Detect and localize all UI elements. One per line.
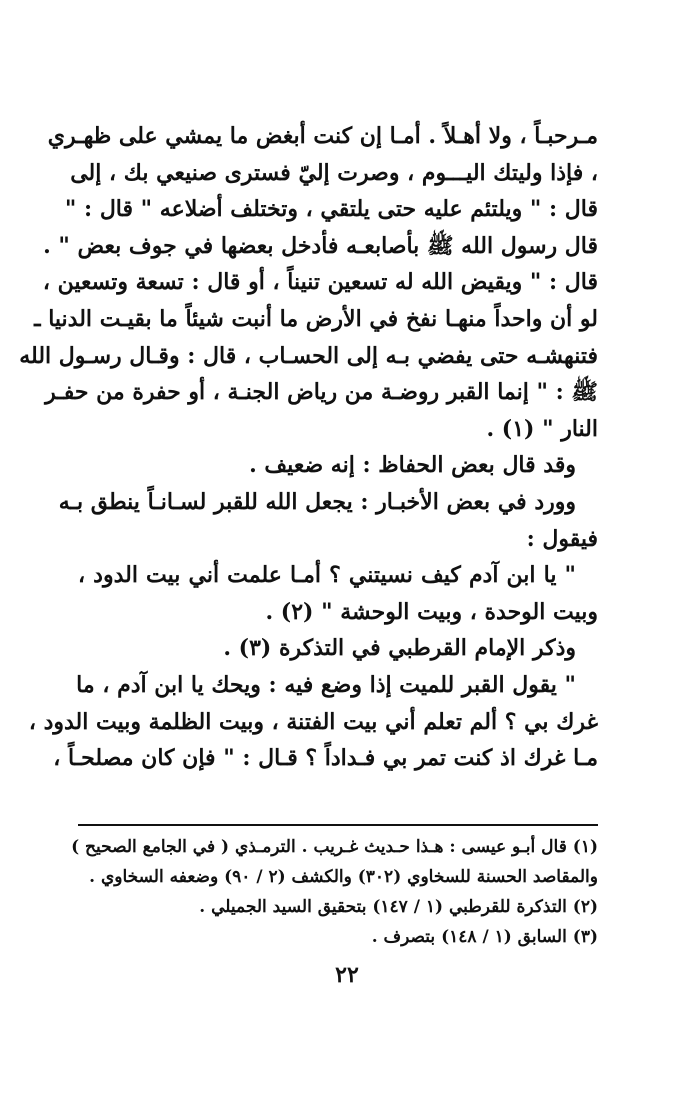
- footnote-line: (٣) السابق (١ / ١٤٨) بتصرف .: [371, 927, 598, 947]
- text-line: مـا غرك اذ كنت تمر بي فـداداً ؟ قـال : " فإن كان مصلحـاً ،: [53, 745, 598, 772]
- text-line: " يقول القبر للميت إذا وضع فيه : ويحك يا ابن آدم ، ما: [76, 671, 576, 698]
- text-line: وذكر الإمام القرطبي في التذكرة (٣) .: [223, 635, 576, 662]
- text-line: لو أن واحداً منهـا نفخ في الأرض ما أنبت شيئاً ما بقيـت الدنيا ـ: [34, 305, 598, 332]
- text-line: وورد في بعض الأخبـار : يجعل الله للقبر لسـانـاً ينطق بـه: [58, 488, 576, 515]
- main-text: [19, 118, 598, 777]
- text-line: وبيت الوحدة ، وبيت الوحشة " (٢) .: [265, 598, 598, 625]
- footnote-divider: [78, 824, 598, 826]
- text-line: ﷺ : " إنما القبر روضـة من رياض الجنـة ، أو حفرة من حفـر: [45, 379, 598, 406]
- text-line: النار " (١) .: [486, 415, 598, 442]
- footnotes: [70, 832, 598, 952]
- text-line: ، فإذا وليتك اليـــوم ، وصرت إليّ فسترى صنيعي بك ، إلى: [70, 159, 598, 186]
- footnote-line: (١) قال أبـو عيسى : هـذا حـديث غـريب . الترمـذي ( في الجامع الصحيح ): [71, 837, 598, 857]
- text-line: فيقول :: [526, 525, 598, 552]
- text-line: قال رسول الله ﷺ بأصابعـه فأدخل بعضها في جوف بعض " .: [43, 232, 598, 259]
- text-line: فتنهشـه حتى يفضي بـه إلى الحسـاب ، قال : وقـال رسـول الله: [19, 342, 598, 369]
- footnote-line: والمقاصد الحسنة للسخاوي (٣٠٢) والكشف (٢ / ٩٠) وضعفه السخاوي .: [89, 867, 598, 887]
- text-line: غرك بي ؟ ألم تعلم أني بيت الفتنة ، وبيت الظلمة وبيت الدود ،: [28, 708, 598, 735]
- text-line: وقد قال بعض الحفاظ : إنه ضعيف .: [249, 452, 576, 479]
- text-line: " يا ابن آدم كيف نسيتني ؟ أمـا علمت أني بيت الدود ،: [78, 562, 576, 589]
- text-line: قال : " ويقيض الله له تسعين تنيناً ، أو قال : تسعة وتسعين ،: [42, 269, 598, 296]
- text-line: مـرحبـاً ، ولا أهـلاً . أمـا إن كنت أبغض ما يمشي على ظهـري: [47, 123, 598, 149]
- footnote-line: (٢) التذكرة للقرطبي (١ / ١٤٧) بتحقيق السيد الجميلي .: [199, 897, 598, 917]
- text-line: قال : " ويلتئم عليه حتى يلتقي ، وتختلف أضلاعه " قال : ": [64, 196, 598, 223]
- page-number: ٢٢: [335, 962, 359, 988]
